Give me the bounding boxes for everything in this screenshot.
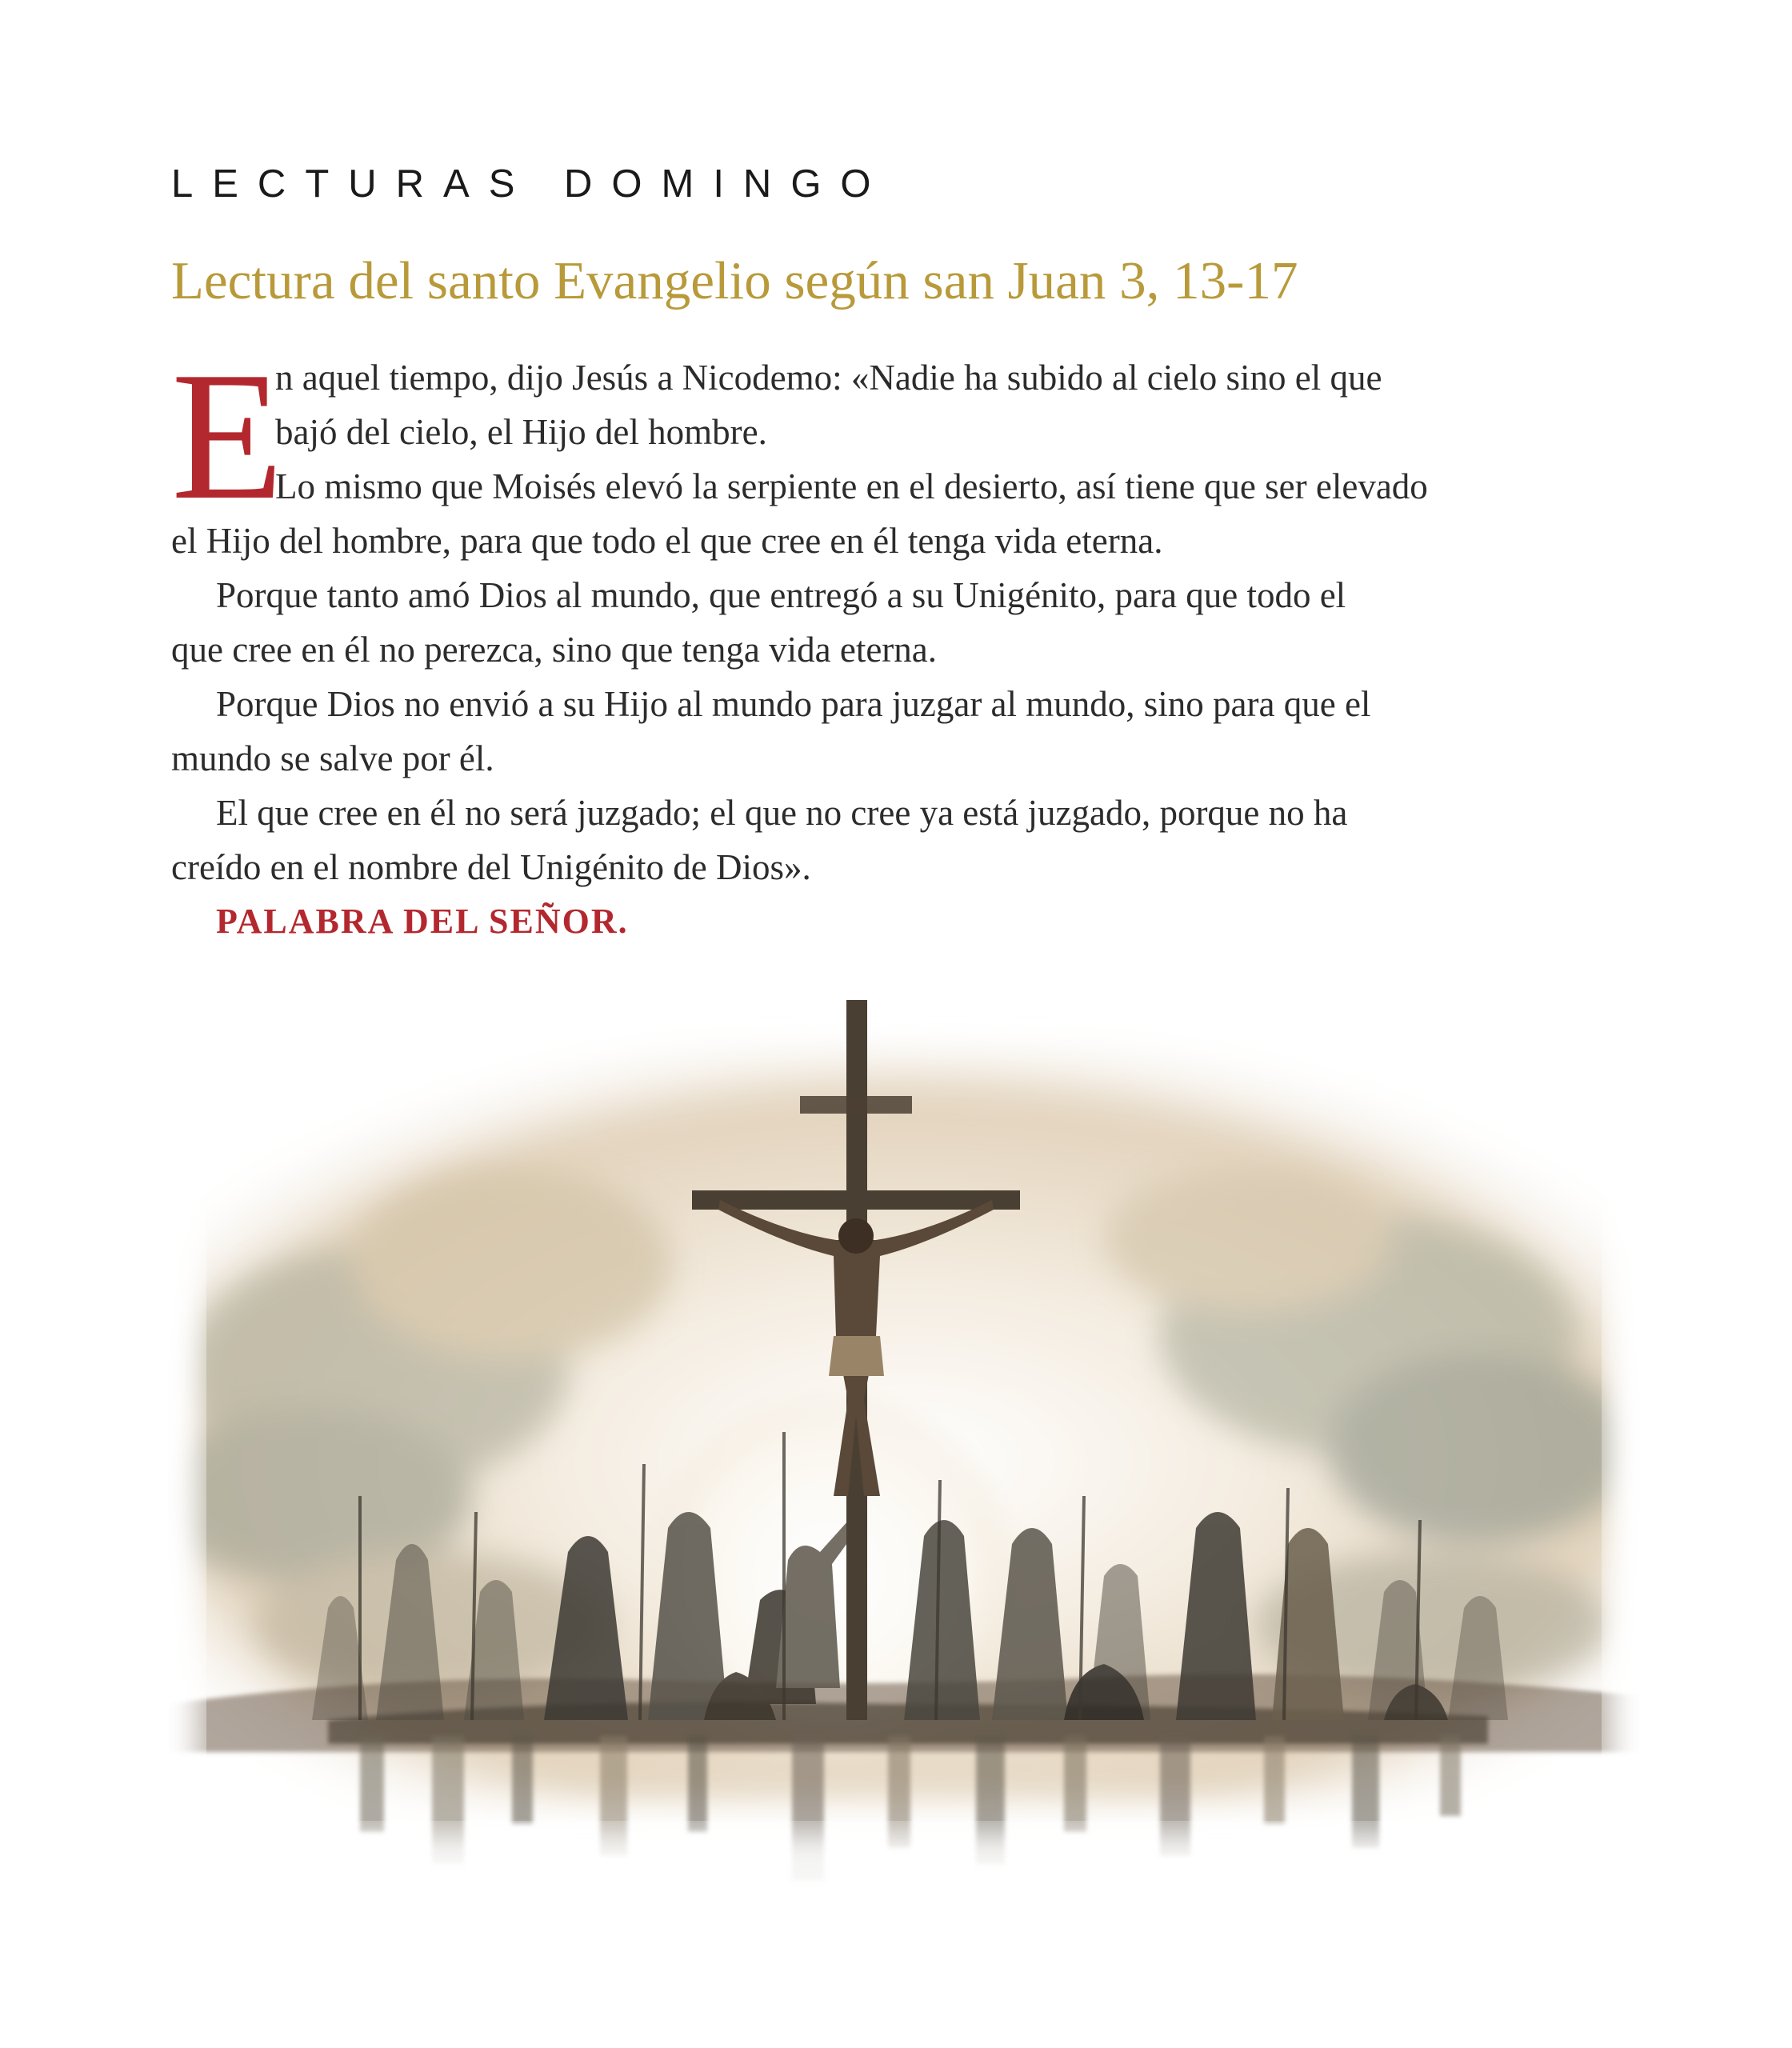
reading-title: Lectura del santo Evangelio según san Juan 3, 13-17 <box>171 251 1298 310</box>
paragraph-5-line-2: creído en el nombre del Unigénito de Dios». <box>171 847 811 887</box>
paragraph-4-line-2: mundo se salve por él. <box>171 738 494 778</box>
paragraph-1-line-1: n aquel tiempo, dijo Jesús a Nicodemo: «Nadie ha subido al cielo sino el que <box>275 358 1382 398</box>
section-label: LECTURAS DOMINGO <box>171 162 890 206</box>
drop-cap: E <box>171 334 284 538</box>
paragraph-2-line-2: el Hijo del hombre, para que todo el que cree en él tenga vida eterna. <box>171 521 1163 561</box>
paragraph-4-line-1: Porque Dios no envió a su Hijo al mundo para juzgar al mundo, sino para que el <box>216 684 1371 724</box>
crucifixion-illustration <box>168 1000 1640 1944</box>
paragraph-3-line-2: que cree en él no perezca, sino que tenga vida eterna. <box>171 630 937 670</box>
paragraph-5-line-1: El que cree en él no será juzgado; el que no cree ya está juzgado, porque no ha <box>216 793 1348 833</box>
paragraph-1-line-2: bajó del cielo, el Hijo del hombre. <box>275 412 767 452</box>
closing-acclamation: PALABRA DEL SEÑOR. <box>216 902 629 941</box>
paragraph-2-line-1: Lo mismo que Moisés elevó la serpiente en el desierto, así tiene que ser elevado <box>275 466 1428 506</box>
paragraph-3-line-1: Porque tanto amó Dios al mundo, que entregó a su Unigénito, para que todo el <box>216 575 1346 615</box>
reading-body <box>171 350 1611 949</box>
